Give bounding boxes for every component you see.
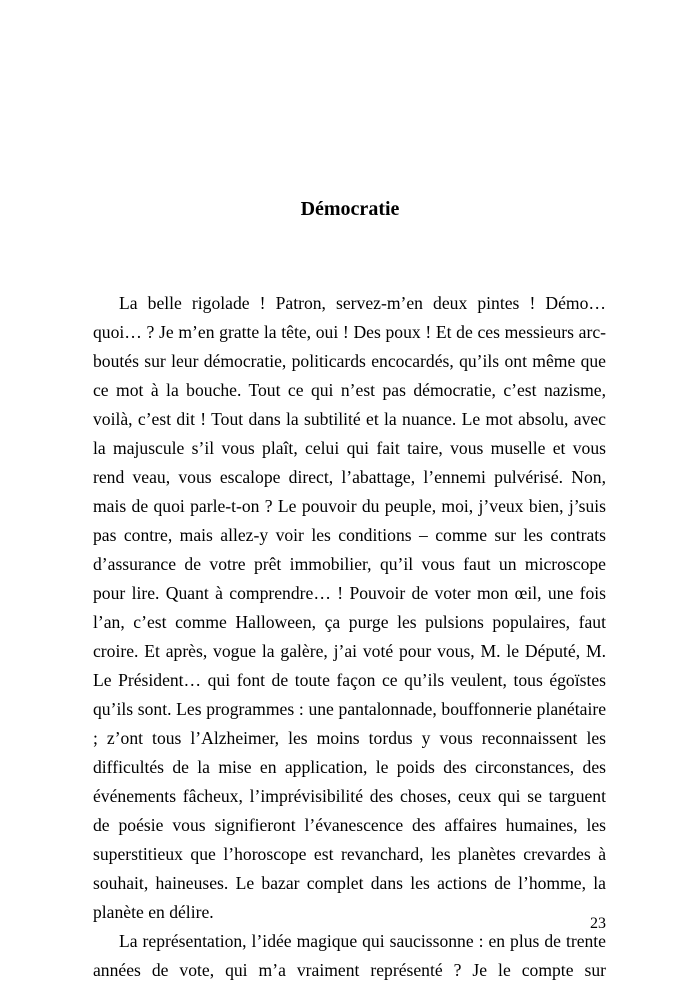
chapter-title: Démocratie (300, 198, 400, 220)
body-text (93, 289, 606, 985)
paragraph-1: La belle rigolade ! Patron, servez-m’en deux pintes ! Démo… quoi… ? Je m’en gratte la tête, oui ! Des poux ! Et de ces messieurs arc-boutés sur leur démocratie, politicards encocardés, qu’ils ont même que ce mot à la bouche. Tout ce qui n’est pas démocratie, c’est nazisme, voilà, c’est dit ! Tout dans la subtilité et la nuance. Le mot absolu, avec la majuscule s’il vous plaît, celui qui fait taire, vous muselle et vous rend veau, vous escalope direct, l’abattage, l’ennemi pulvérisé. Non, mais de quoi parle-t-on ? Le pouvoir du peuple, moi, j’veux bien, j’suis pas contre, mais allez-y voir les conditions – comme sur les contrats d’assurance de votre prêt immobilier, qu’il vous faut un microscope pour lire. Quant à comprendre… ! Pouvoir de voter mon œil, une fois l’an, c’est comme Halloween, ça purge les pulsions populaires, faut croire. Et après, vogue la galère, j’ai voté pour vous, M. le Député, M. Le Président… qui font de toute façon ce qu’ils veulent, tous égoïstes qu’ils sont. Les programmes : une pantalonnade, bouffonnerie planétaire ; z’ont tous l’Alzheimer, les moins tordus y vous reconnaissent les difficultés de la mise en application, le poids des circonstances, des événements fâcheux, l’imprévisibilité des choses, ceux qui se targuent de poésie vous signifieront l’évanescence des affaires humaines, les superstitieux que l’horoscope est revanchard, les planètes crevardes à souhait, haineuses. Le bazar complet dans les actions de l’homme, la planète en délire. (93, 293, 606, 922)
page-number: 23 (590, 915, 606, 932)
paragraph-2: La représentation, l’idée magique qui saucissonne : en plus de trente années de vote, qui m’a vraiment représenté ? Je le compte sur (93, 931, 606, 980)
